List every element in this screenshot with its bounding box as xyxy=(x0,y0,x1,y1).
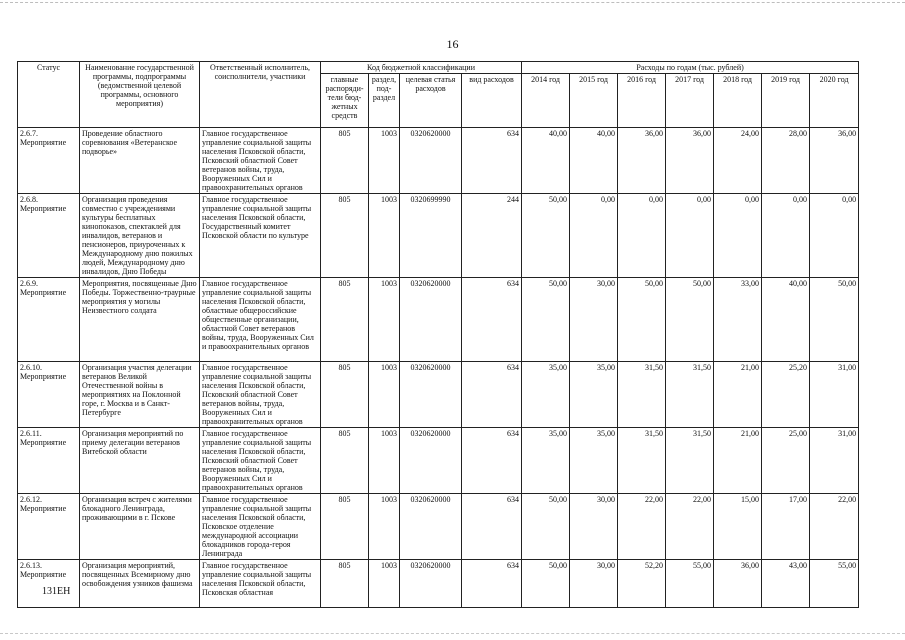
row-value: 35,00 xyxy=(522,428,570,494)
row-executor: Главное государственное управление социальной защиты населения Псковской области, Псковский областной Совет ветеранов войны, труда, Вооруженных Сил и правоохранительных органов xyxy=(200,128,321,194)
table-row xyxy=(18,128,859,194)
row-value: 0,00 xyxy=(762,194,810,278)
table-row xyxy=(18,362,859,428)
row-grbs: 805 xyxy=(321,428,369,494)
row-status: 2.6.12. Мероприятие xyxy=(18,494,80,560)
row-value: 31,50 xyxy=(666,428,714,494)
row-grbs: 805 xyxy=(321,494,369,560)
row-name: Организация проведения совместно с учреждениями культуры бесплатных кинопоказов, спектаклей для инвалидов, ветеранов и пенсионеров, приуроченных к Международному дню пожилых людей, Международному дню инвалидов, Дню Победы xyxy=(80,194,200,278)
row-value: 40,00 xyxy=(522,128,570,194)
row-value: 22,00 xyxy=(618,494,666,560)
row-value: 36,00 xyxy=(810,128,859,194)
row-status: 2.6.8. Мероприятие xyxy=(18,194,80,278)
header-name: Наименование государственной программы, подпрограммы (ведомственной целевой программы, основного мероприятия) xyxy=(80,62,200,128)
row-value: 31,50 xyxy=(618,428,666,494)
row-value: 55,00 xyxy=(810,560,859,608)
row-vr: 634 xyxy=(462,494,522,560)
table-row xyxy=(18,428,859,494)
row-executor: Главное государственное управление социальной защиты населения Псковской области, Псковский областной Совет ветеранов войны, труда, Вооруженных Сил и правоохранительных органов xyxy=(200,362,321,428)
row-value: 50,00 xyxy=(522,494,570,560)
header-vr: вид расходов xyxy=(462,74,522,128)
row-csr: 0320620000 xyxy=(400,362,462,428)
row-razdel: 1003 xyxy=(369,428,400,494)
row-name: Мероприятия, посвященные Дню Победы. Торжественно-траурные мероприятия у могилы Неизвестного солдата xyxy=(80,278,200,362)
row-value: 30,00 xyxy=(570,494,618,560)
row-razdel: 1003 xyxy=(369,194,400,278)
row-value: 33,00 xyxy=(714,278,762,362)
row-razdel: 1003 xyxy=(369,494,400,560)
row-value: 43,00 xyxy=(762,560,810,608)
row-value: 50,00 xyxy=(522,194,570,278)
row-status: 2.6.9. Мероприятие xyxy=(18,278,80,362)
row-value: 50,00 xyxy=(618,278,666,362)
table-row xyxy=(18,560,859,608)
row-status: 2.6.13. Мероприятие xyxy=(18,560,80,608)
row-value: 0,00 xyxy=(666,194,714,278)
row-grbs: 805 xyxy=(321,362,369,428)
row-vr: 634 xyxy=(462,428,522,494)
row-value: 50,00 xyxy=(522,278,570,362)
row-value: 0,00 xyxy=(810,194,859,278)
row-csr: 0320699990 xyxy=(400,194,462,278)
row-value: 35,00 xyxy=(570,362,618,428)
row-executor: Главное государственное управление социальной защиты населения Псковской области, Псковское отделение международной ассоциации блокадников города-героя Ленинграда xyxy=(200,494,321,560)
row-razdel: 1003 xyxy=(369,278,400,362)
row-vr: 634 xyxy=(462,362,522,428)
header-budget-code: Код бюджетной классификации xyxy=(321,62,522,74)
row-value: 40,00 xyxy=(570,128,618,194)
row-value: 0,00 xyxy=(714,194,762,278)
row-value: 22,00 xyxy=(810,494,859,560)
row-value: 30,00 xyxy=(570,560,618,608)
row-status: 2.6.10. Мероприятие xyxy=(18,362,80,428)
page-number: 16 xyxy=(446,37,459,51)
row-value: 36,00 xyxy=(714,560,762,608)
table-row xyxy=(18,278,859,362)
row-grbs: 805 xyxy=(321,194,369,278)
row-csr: 0320620000 xyxy=(400,278,462,362)
row-value: 22,00 xyxy=(666,494,714,560)
row-name: Проведение областного соревнования «Ветеранское подворье» xyxy=(80,128,200,194)
table-row xyxy=(18,194,859,278)
footer-code: 131ЕН xyxy=(42,586,71,597)
row-value: 50,00 xyxy=(810,278,859,362)
header-year: 2018 год xyxy=(714,74,762,128)
row-value: 15,00 xyxy=(714,494,762,560)
row-grbs: 805 xyxy=(321,128,369,194)
header-razdel: раздел, под-раздел xyxy=(369,74,400,128)
row-value: 17,00 xyxy=(762,494,810,560)
row-name: Организация встреч с жителями блокадного Ленинграда, проживающими в г. Пскове xyxy=(80,494,200,560)
header-status: Статус xyxy=(18,62,80,128)
row-value: 40,00 xyxy=(762,278,810,362)
row-vr: 634 xyxy=(462,128,522,194)
row-value: 0,00 xyxy=(618,194,666,278)
header-csr: целевая статья расходов xyxy=(400,74,462,128)
header-row-1 xyxy=(18,62,859,74)
row-grbs: 805 xyxy=(321,278,369,362)
row-executor: Главное государственное управление социальной защиты населения Псковской области, областные общероссийские общественные организации, областной Совет ветеранов войны, труда, Вооруженных Сил и правоохранительных органов xyxy=(200,278,321,362)
row-value: 28,00 xyxy=(762,128,810,194)
row-value: 21,00 xyxy=(714,428,762,494)
row-status: 2.6.7. Мероприятие xyxy=(18,128,80,194)
row-value: 0,00 xyxy=(570,194,618,278)
row-name: Организация участия делегации ветеранов Великой Отечественной войны в мероприятиях на Поклонной горе, г. Москва и в Санкт-Петербурге xyxy=(80,362,200,428)
row-value: 25,00 xyxy=(762,428,810,494)
scan-edge-top xyxy=(0,2,905,3)
row-vr: 634 xyxy=(462,560,522,608)
header-expenses: Расходы по годам (тыс. рублей) xyxy=(522,62,859,74)
scan-edge-bottom xyxy=(0,633,905,634)
row-value: 35,00 xyxy=(522,362,570,428)
header-year: 2020 год xyxy=(810,74,859,128)
row-csr: 0320620000 xyxy=(400,428,462,494)
row-name: Организация мероприятий по приему делегации ветеранов Витебской области xyxy=(80,428,200,494)
row-executor: Главное государственное управление социальной защиты населения Псковской области, Государственный комитет Псковской области по культуре xyxy=(200,194,321,278)
header-year: 2014 год xyxy=(522,74,570,128)
header-year: 2017 год xyxy=(666,74,714,128)
row-value: 31,00 xyxy=(810,428,859,494)
row-razdel: 1003 xyxy=(369,560,400,608)
header-grbs: главные распоряди-тели бюд-жетных средств xyxy=(321,74,369,128)
row-value: 30,00 xyxy=(570,278,618,362)
row-value: 31,00 xyxy=(810,362,859,428)
row-value: 31,50 xyxy=(618,362,666,428)
row-value: 25,20 xyxy=(762,362,810,428)
header-year: 2015 год xyxy=(570,74,618,128)
header-year: 2019 год xyxy=(762,74,810,128)
row-csr: 0320620000 xyxy=(400,560,462,608)
row-grbs: 805 xyxy=(321,560,369,608)
row-value: 21,00 xyxy=(714,362,762,428)
row-executor: Главное государственное управление социальной защиты населения Псковской области, Псковский областной Совет ветеранов войны, труда, Вооруженных Сил и правоохранительных органов xyxy=(200,428,321,494)
header-executor: Ответственный исполнитель, соисполнители, участники xyxy=(200,62,321,128)
row-executor: Главное государственное управление социальной защиты населения Псковской области, Псковская областная xyxy=(200,560,321,608)
row-razdel: 1003 xyxy=(369,128,400,194)
row-value: 50,00 xyxy=(666,278,714,362)
header-year: 2016 год xyxy=(618,74,666,128)
row-value: 36,00 xyxy=(666,128,714,194)
row-csr: 0320620000 xyxy=(400,128,462,194)
row-vr: 244 xyxy=(462,194,522,278)
row-value: 24,00 xyxy=(714,128,762,194)
row-value: 35,00 xyxy=(570,428,618,494)
row-value: 52,20 xyxy=(618,560,666,608)
table-row xyxy=(18,494,859,560)
row-status: 2.6.11. Мероприятие xyxy=(18,428,80,494)
program-table xyxy=(17,61,859,608)
table-body xyxy=(18,128,859,608)
row-value: 31,50 xyxy=(666,362,714,428)
row-vr: 634 xyxy=(462,278,522,362)
row-value: 36,00 xyxy=(618,128,666,194)
row-csr: 0320620000 xyxy=(400,494,462,560)
row-value: 55,00 xyxy=(666,560,714,608)
row-name: Организация мероприятий, посвященных Всемирному дню освобождения узников фашизма xyxy=(80,560,200,608)
row-razdel: 1003 xyxy=(369,362,400,428)
row-value: 50,00 xyxy=(522,560,570,608)
